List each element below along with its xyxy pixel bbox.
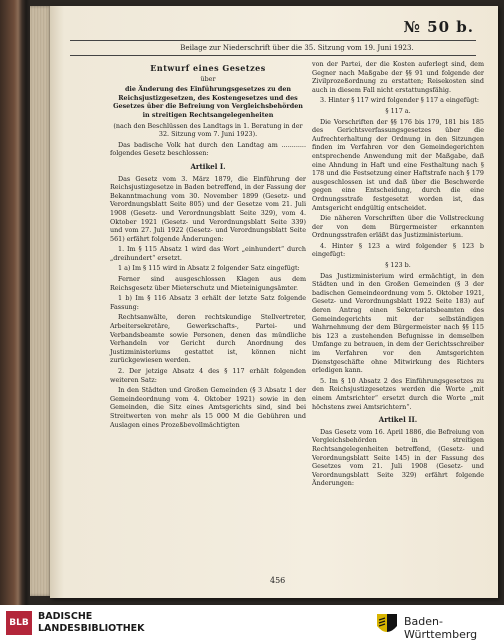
section-117a: § 117 a.: [385, 106, 411, 115]
header-rule: [70, 40, 476, 41]
paragraph: 5. Im § 10 Absatz 2 des Einführungsgesetzes zu den Reichsjustizgesetzes werden die Worte „mit einem Amtsrichter“ ersetzt durch die Worte „mit höchstens zwei Amtsrichtern“.: [312, 376, 484, 411]
library-name-line2: LANDESBIBLIOTHEK: [38, 623, 145, 634]
library-name-line1: BADISCHE: [38, 611, 93, 622]
paragraph: Die näheren Vorschriften über die Vollstreckung der von dem Bürgermeister erkannten Ordnungsstrafen erläßt das Justizministerium.: [312, 214, 484, 240]
baden-wuerttemberg-crest-icon: [374, 612, 400, 634]
preamble: Das badische Volk hat durch den Landtag am ............ folgendes Gesetz beschlossen:: [110, 140, 306, 158]
subtitle-over: über: [200, 74, 216, 83]
paragraph: Ferner sind ausgeschlossen Klagen aus dem Reichsgesetz über Mieterschutz und Mieteinigungsämter.: [110, 275, 306, 292]
article-1-heading: Artikel I.: [190, 161, 226, 171]
paragraph: Die Vorschriften der §§ 176 bis 179, 181 bis 185 des Gerichtsverfassungsgesetzes über die Aufrechterhaltung der Ordnung in den Sitzungen finden im Verfahren vor den Gemeindegerichten entsprechende Anwendung mit der Maßgabe, daß eine Ahndung in Haft und eine Festhaltung nach § 178 und die Festsetzung einer Haftstrafe nach § 179 ausgeschlossen ist und daß über die Beschwerde gegen eine Entscheidung, durch die eine Ordnungsstrafe festgesetzt worden ist, das Amtsgericht endgültig entscheidet.: [312, 117, 484, 212]
blb-logo[interactable]: BLB: [6, 611, 32, 635]
library-name[interactable]: [38, 611, 145, 635]
draft-note: (nach den Beschlüssen des Landtags in 1. Beratung in der 32. Sitzung vom 7. Juni 1923).: [113, 121, 303, 139]
issue-number: № 50 b.: [403, 18, 474, 36]
header-rule-lower: [70, 55, 476, 56]
paragraph: 3. Hinter § 117 wird folgender § 117 a eingefügt:: [320, 96, 480, 105]
right-column: [312, 60, 484, 490]
draft-title: Entwurf eines Gesetzes: [150, 63, 266, 73]
paragraph: 2. Der jetzige Absatz 4 des § 117 erhält folgenden weiteren Satz:: [110, 367, 306, 384]
paragraph: 1 b) Im § 116 Absatz 3 erhält der letzte Satz folgende Fassung:: [110, 294, 306, 311]
paragraph: Das Gesetz vom 3. März 1879, die Einführung der Reichsjustizgesetze in Baden betreffend, in der Fassung der Bekanntmachung vom 30. November 1899 (Gesetz- und Verordnungsblatt Seite 805) und der Gesetze vom 21. Juli 1908 (Gesetz- und Verordnungsblatt Seite 329), vom 4. Oktober 1921 (Gesetz- und Verordnungsblatt Seite 339) und vom 27. Juli 1922 (Gesetz- und Verordnungsblatt Seite 561) erfährt folgende Änderungen:: [110, 174, 306, 243]
page-edges: [30, 6, 52, 596]
paragraph: 1 a) Im § 115 wird in Absatz 2 folgender Satz eingefügt:: [118, 264, 300, 273]
paragraph: 4. Hinter § 123 a wird folgender § 123 b eingefügt:: [312, 241, 484, 259]
paragraph: In den Städten und Großen Gemeinden (§ 3 Absatz 1 der Gemeindeordnung vom 4. Oktober 1921) sowie in den Gemeinden, die Sitz eines Amtsgerichts sind, sind bei Streitwerten von mehr als 15 000 M die Gebühren und Auslagen eines Prozeßbevollmächtigten: [110, 386, 306, 429]
supplement-line: Beilage zur Niederschrift über die 35. Sitzung vom 19. Juni 1923.: [180, 44, 414, 52]
paragraph: Rechtsanwälte, deren rechtskundige Stellvertreter, Arbeitersekretäre, Gewerkschafts-, Partei- und Verbandsbeamte sowie Personen, denen das mündliche Verhandeln vor Gericht durch Anordnung des Justizministeriums gestattet ist, können nicht zurückgewiesen werden.: [110, 313, 306, 365]
paragraph: von der Partei, der die Kosten auferlegt sind, dem Gegner nach Maßgabe der §§ 91 und folgende der Zivilprozeßordnung zu erstatten; Reisekosten sind auch in diesem Fall nicht erstattungsfähig.: [312, 60, 484, 94]
paragraph: 1. Im § 115 Absatz 1 wird das Wort „einhundert“ durch „dreihundert“ ersetzt.: [110, 245, 306, 262]
paragraph: Das Justizministerium wird ermächtigt, in den Städten und in den Großen Gemeinden (§ 3 der badischen Gemeindeordnung vom 5. Oktober 1921, Gesetz- und Verordnungsblatt 1922 Seite 183) auf deren Antrag einen Sekretariatsbeamten des Gemeindegerichts mit der selbständigen Wahrnehmung der dem Bürgermeister nach §§ 115 bis 123 a zustehenden Befugnisse in demselben Umfange zu betrauen, in dem der Gerichtsschreiber im Verfahren vor den Amtsgerichten Dienstgeschäfte ohne Mitwirkung des Richters erledigen kann.: [312, 271, 484, 375]
state-name[interactable]: Baden-Württemberg: [404, 615, 478, 641]
draft-subtitle: die Änderung des Einführungsgesetzes zu den Reichsjustizgesetzen, des Kostengesetzes und des Gesetzes über die Befreiung von Vergleichsbehörden in streitigen Rechtsangelegenheiten: [113, 85, 303, 119]
left-column: [110, 60, 306, 431]
section-123b: § 123 b.: [385, 261, 411, 270]
article-2-heading: Artikel II.: [378, 415, 418, 425]
page-number: 456: [270, 576, 286, 585]
paragraph: Das Gesetz vom 16. April 1886, die Befreiung von Vergleichsbehörden in streitigen Rechtsangelegenheiten betreffend, (Gesetz- und Verordnungsblatt Seite 145) in der Fassung des Gesetzes vom 21. Juli 1908 (Gesetz- und Verordnungsblatt Seite 329) erfährt folgende Änderungen:: [312, 427, 484, 488]
